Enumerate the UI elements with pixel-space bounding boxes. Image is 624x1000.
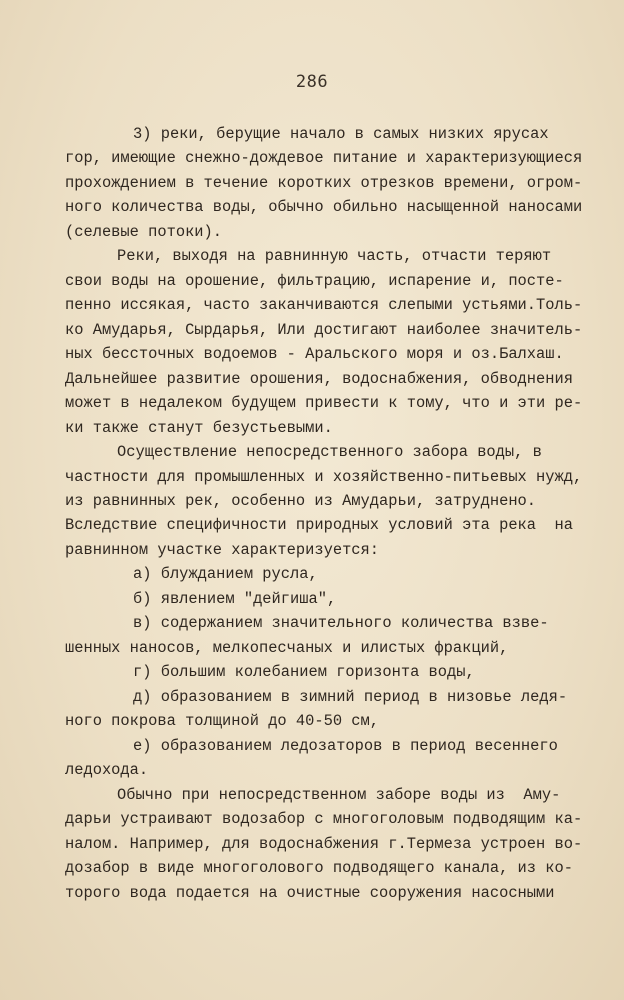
text-line: частности для промышленных и хозяйственно-питьевых нужд, — [65, 468, 583, 486]
text-line: шенных наносов, мелкопесчаных и илистых фракций, — [65, 639, 509, 657]
text-line: дарьи устраивают водозабор с многоголовым подводящим ка- — [65, 810, 583, 828]
text-line: Реки, выходя на равнинную часть, отчасти теряют — [117, 247, 552, 265]
text-line: Вследствие специфичности природных условий эта река на — [65, 516, 573, 534]
text-line: б) явлением "дейгиша", — [133, 590, 337, 608]
text-line: ных бессточных водоемов - Аральского моря и оз.Балхаш. — [65, 345, 564, 363]
text-line: е) образованием ледозаторов в период весеннего — [133, 737, 558, 755]
text-line: может в недалеком будущем привести к тому, что и эти ре- — [65, 394, 583, 412]
text-line: а) блужданием русла, — [133, 565, 318, 583]
text-line: в) содержанием значительного количества взве- — [133, 614, 549, 632]
text-line: налом. Например, для водоснабжения г.Термеза устроен во- — [65, 835, 583, 853]
text-line: ного количества воды, обычно обильно насыщенной наносами — [65, 198, 583, 216]
text-line: (селевые потоки). — [65, 223, 223, 241]
text-line: ки также станут безустьевыми. — [65, 419, 333, 437]
text-line: Дальнейшее развитие орошения, водоснабжения, обводнения — [65, 370, 573, 388]
text-line: Осуществление непосредственного забора воды, в — [117, 443, 542, 461]
text-line: г) большим колебанием горизонта воды, — [133, 663, 475, 681]
text-line: прохождением в течение коротких отрезков времени, огром- — [65, 174, 583, 192]
text-line: ного покрова толщиной до 40-50 см, — [65, 712, 380, 730]
text-line: д) образованием в зимний период в низовье ледя- — [133, 688, 568, 706]
text-line: из равнинных рек, особенно из Амударьи, затруднено. — [65, 492, 537, 510]
text-line: 3) реки, берущие начало в самых низких ярусах — [133, 125, 549, 143]
text-line: свои воды на орошение, фильтрацию, испарение и, посте- — [65, 272, 564, 290]
text-line: ледохода. — [65, 761, 149, 779]
text-line: торого вода подается на очистные сооружения насосными — [65, 884, 555, 902]
text-line: ко Амударья, Сырдарья, Или достигают наиболее значитель- — [65, 321, 583, 339]
text-line: равнинном участке характеризуется: — [65, 541, 380, 559]
text-line: пенно иссякая, часто заканчиваются слепыми устьями.Толь- — [65, 296, 583, 314]
text-line: дозабор в виде многоголового подводящего канала, из ко- — [65, 859, 573, 877]
page-number: 286 — [295, 72, 329, 92]
text-line: гор, имеющие снежно-дождевое питание и характеризующиеся — [65, 149, 583, 167]
text-line: Обычно при непосредственном заборе воды из Аму- — [117, 786, 561, 804]
